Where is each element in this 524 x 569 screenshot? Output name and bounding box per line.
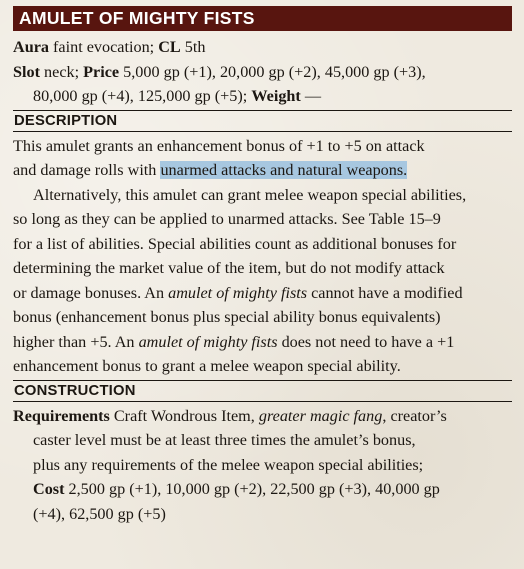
requirements-text: Craft Wondrous Item, [109,406,259,425]
requirements-line: caster level must be at least three times the amulet’s bonus, [33,431,416,449]
cost-line [13,477,512,502]
item-name-italic: amulet of mighty fists [168,283,308,302]
description-line: bonus (enhancement bonus plus special ability bonus equivalents) [13,308,441,326]
description-line [13,158,512,183]
price-label: Price [83,62,120,81]
price-value-line2: 80,000 gp (+4), 125,000 gp (+5); [33,87,252,105]
description-text: higher than +5. An [13,332,139,351]
cl-label: CL [158,38,181,56]
cost-value-line1: 2,500 gp (+1), 10,000 gp (+2), 22,500 gp (+3), 40,000 gp [64,480,440,498]
construction-heading: CONSTRUCTION [13,380,512,402]
aura-line [13,35,512,60]
cl-value: 5th [180,38,206,56]
requirements-line [13,404,512,429]
description-line [13,330,512,355]
cost-line: (+4), 62,500 gp (+5) [33,504,166,523]
description-heading: DESCRIPTION [13,110,512,132]
slot-value: neck; [40,62,84,81]
description-text: does not need to have a +1 [277,332,455,351]
requirements-label: Requirements [13,406,110,425]
description-text: cannot have a modified [307,283,463,302]
description-line: for a list of abilities. Special abilities count as additional bonuses for [13,234,457,253]
slot-label: Slot [13,62,40,81]
price-weight-line [13,84,512,109]
requirements-line: plus any requirements of the melee weapon special abilities; [33,455,424,474]
spell-name-italic: greater magic fang [258,406,383,425]
highlighted-text-selection[interactable]: unarmed attacks and natural weapons. [160,161,408,179]
weight-label: Weight [251,87,301,105]
description-line: so long as they can be applied to unarmed attacks. See Table 15–9 [13,210,441,228]
description-line [13,281,512,306]
cost-label: Cost [33,480,65,498]
weight-value: — [300,87,322,105]
description-text: or damage bonuses. An [13,283,169,302]
requirements-text: , creator’s [382,406,447,425]
description-line: Alternatively, this amulet can grant melee weapon special abilities, [33,185,467,204]
aura-value: faint evocation; [48,38,159,56]
description-line: determining the market value of the item, but do not modify attack [13,259,445,277]
item-name-italic: amulet of mighty fists [138,332,278,351]
description-line: enhancement bonus to grant a melee weapon special ability. [13,357,401,375]
description-line: This amulet grants an enhancement bonus of +1 to +5 on attack [13,136,425,155]
item-title: AMULET OF MIGHTY FISTS [13,6,512,31]
slot-price-line [13,60,512,85]
price-value-line1: 5,000 gp (+1), 20,000 gp (+2), 45,000 gp (+3), [119,62,426,81]
aura-label: Aura [13,38,49,56]
description-text: and damage rolls with [13,161,161,179]
